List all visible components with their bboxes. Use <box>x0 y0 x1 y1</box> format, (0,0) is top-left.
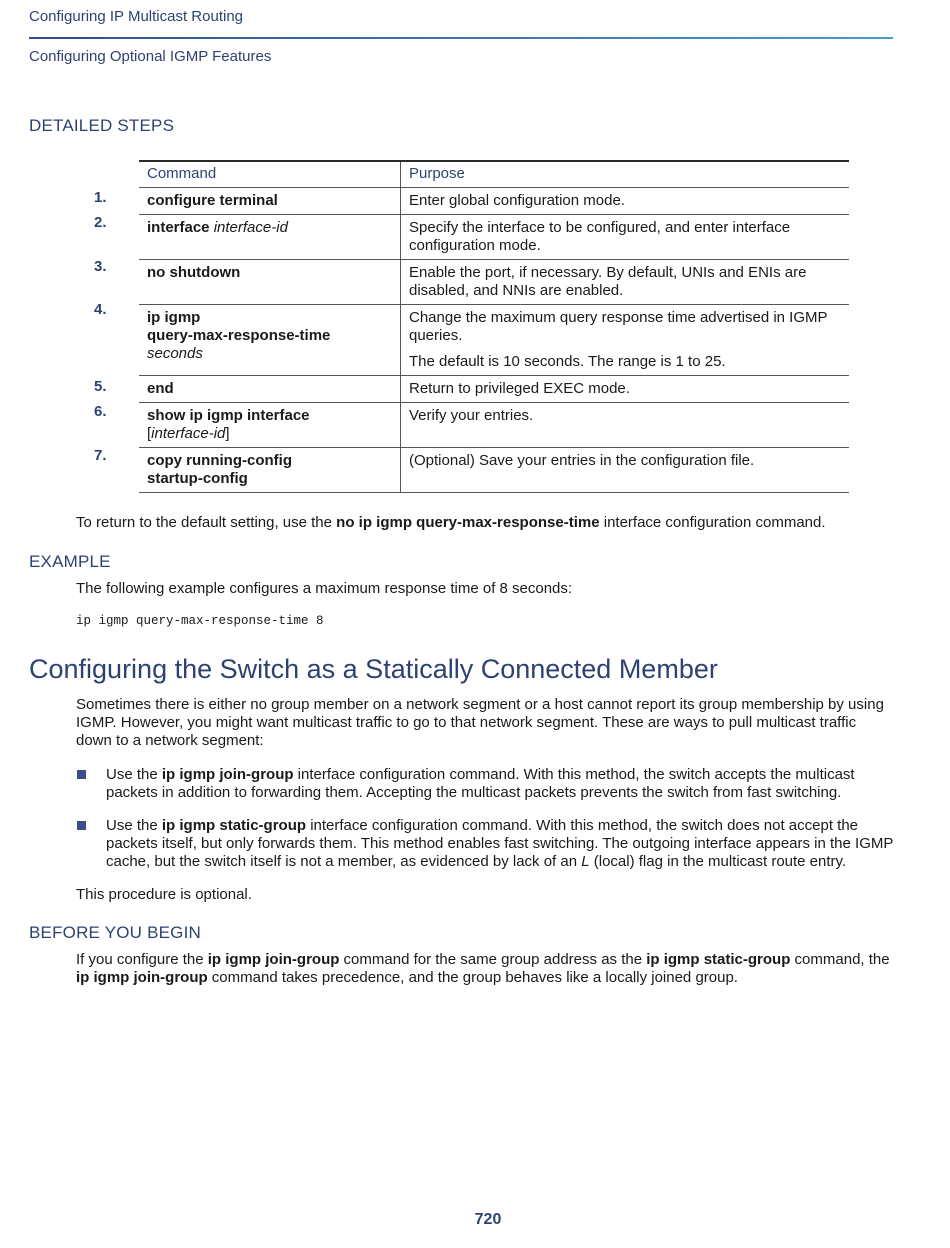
optional-paragraph: This procedure is optional. <box>76 886 252 903</box>
step-number: 4. <box>94 301 107 318</box>
text-run: If you configure the <box>76 951 208 968</box>
text-run: To return to the default setting, use the <box>76 514 337 531</box>
command-argument: interface-id <box>151 425 226 442</box>
purpose-text: Change the maximum query response time advertised in IGMP queries. <box>409 309 828 344</box>
command-cell <box>139 260 401 305</box>
purpose-cell <box>401 305 850 376</box>
return-default-paragraph <box>76 514 896 532</box>
command-cell <box>139 215 401 260</box>
step-number: 2. <box>94 214 107 231</box>
detailed-steps-heading: DETAILED STEPS <box>29 116 175 135</box>
purpose-cell: (Optional) Save your entries in the configuration file. <box>401 448 850 493</box>
table-row <box>139 188 849 215</box>
before-you-begin-heading: BEFORE YOU BEGIN <box>29 923 201 942</box>
command-text: interface <box>147 219 210 236</box>
example-code: ip igmp query-max-response-time 8 <box>76 614 324 628</box>
text-run: interface configuration command. <box>599 514 826 531</box>
bullet-icon <box>77 770 86 779</box>
command-argument: seconds <box>147 345 203 362</box>
command-text: startup-config <box>147 470 248 487</box>
running-header-section: Configuring Optional IGMP Features <box>29 48 272 65</box>
purpose-note: The default is 10 seconds. The range is 1 to 25. <box>409 353 726 370</box>
command-text: ip igmp join-group <box>76 969 208 986</box>
command-text: ip igmp <box>147 309 201 326</box>
bracket: ] <box>225 425 230 442</box>
purpose-cell: Verify your entries. <box>401 403 850 448</box>
step-number: 5. <box>94 378 107 395</box>
purpose-cell: Return to privileged EXEC mode. <box>401 376 850 403</box>
bullet-icon <box>77 821 86 830</box>
bullet-join-group <box>106 766 898 802</box>
command-text: end <box>147 380 174 397</box>
command-text: ip igmp join-group <box>207 951 340 968</box>
column-header-command: Command <box>139 161 401 188</box>
table-row <box>139 215 849 260</box>
command-cell <box>139 305 401 376</box>
step-number: 6. <box>94 403 107 420</box>
section-heading: Configuring the Switch as a Statically Connected Member <box>29 654 718 684</box>
text-run: (local) flag in the multicast route entry. <box>589 853 847 870</box>
command-cell <box>139 188 401 215</box>
page-number: 720 <box>474 1211 502 1228</box>
example-heading: EXAMPLE <box>29 552 111 571</box>
step-number: 3. <box>94 258 107 275</box>
command-cell <box>139 376 401 403</box>
column-header-purpose: Purpose <box>401 161 850 188</box>
command-text: configure terminal <box>147 192 278 209</box>
text-run: interface configuration command. With this method, the switch accepts the multicast packets in addition to forwarding them. Accepting the multicast packets prevents the switch from fast switching. <box>106 766 855 801</box>
text-run: command takes precedence, and the group behaves like a locally joined group. <box>207 969 738 986</box>
table-row <box>139 448 849 493</box>
example-text: The following example configures a maximum response time of 8 seconds: <box>76 580 573 597</box>
command-text: show ip igmp interface <box>147 407 310 424</box>
command-argument: interface-id <box>213 219 288 236</box>
table-row <box>139 305 849 376</box>
text-run: Use the <box>106 766 162 783</box>
text-run: Use the <box>106 817 162 834</box>
text-run: command, the <box>790 951 890 968</box>
intro-paragraph: Sometimes there is either no group member on a network segment or a host cannot report its group membership by using IGMP. However, you might want multicast traffic to go to that network segment. These are ways to pull multicast traffic down to a network segment: <box>76 696 884 749</box>
command-text: ip igmp static-group <box>646 951 791 968</box>
command-cell <box>139 448 401 493</box>
header-rule <box>29 37 893 39</box>
running-header-chapter: Configuring IP Multicast Routing <box>29 8 243 25</box>
purpose-cell: Enter global configuration mode. <box>401 188 850 215</box>
purpose-cell: Specify the interface to be configured, and enter interface configuration mode. <box>401 215 850 260</box>
table-row <box>139 260 849 305</box>
text-run: command for the same group address as the <box>339 951 647 968</box>
command-text: ip igmp static-group <box>161 817 307 834</box>
purpose-cell: Enable the port, if necessary. By default, UNIs and ENIs are disabled, and NNIs are enabled. <box>401 260 850 305</box>
command-text: no shutdown <box>147 264 241 281</box>
command-cell <box>139 403 401 448</box>
step-number: 7. <box>94 447 107 464</box>
command-text: no ip igmp query-max-response-time <box>336 514 600 531</box>
command-text: ip igmp join-group <box>161 766 294 783</box>
command-text: query-max-response-time <box>147 327 331 344</box>
step-number: 1. <box>94 189 107 206</box>
bracket: [ <box>147 425 152 442</box>
bullet-static-group <box>106 817 898 871</box>
table-header-row <box>139 161 849 188</box>
table-row <box>139 403 849 448</box>
text-run: interface configuration command. With this method, the switch does not accept the packets itself, but only forwards them. This method enables fast switching. The outgoing interface appears in the IGMP cache, but the switch itself is not a member, as evidenced by lack of an <box>106 817 894 870</box>
table-row <box>139 376 849 403</box>
command-text: copy running-config <box>147 452 292 469</box>
before-you-begin-paragraph <box>76 951 896 987</box>
flag-letter: L <box>581 853 590 870</box>
detailed-steps-table <box>139 160 849 493</box>
